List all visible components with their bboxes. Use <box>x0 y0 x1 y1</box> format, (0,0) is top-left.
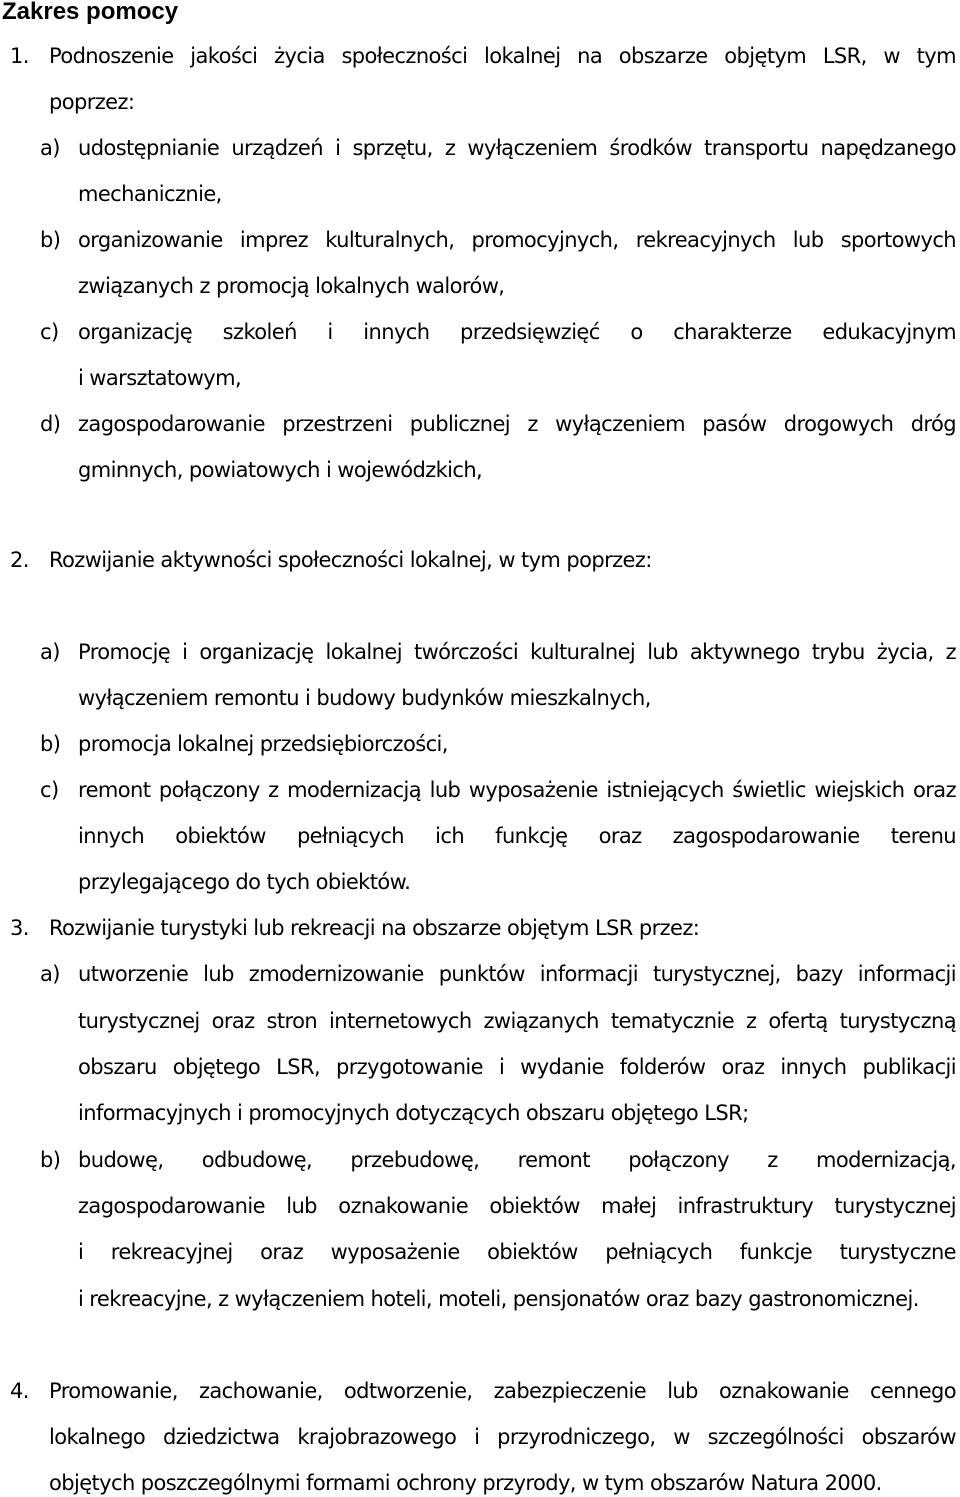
section-3-item-b-marker: b) <box>40 1148 61 1172</box>
section-3-item-a-line-4: informacyjnych i promocyjnych dotyczących obszaru objętego LSR; <box>78 1101 749 1125</box>
section-1-heading-line-1: Podnoszenie jakości życia społeczności lokalnej na obszarze objętym LSR, w tym <box>49 44 956 68</box>
section-3-item-b-line-1: budowę, odbudowę, przebudowę, remont połączony z modernizacją, <box>78 1148 956 1172</box>
page-title: Zakres pomocy <box>2 0 179 25</box>
section-1-item-c-line-2: i warsztatowym, <box>78 366 242 390</box>
section-2-number: 2. <box>10 548 29 572</box>
section-1-item-a-line-1: udostępnianie urządzeń i sprzętu, z wyłączeniem środków transportu napędzanego <box>78 136 956 160</box>
section-3-item-a-line-1: utworzenie lub zmodernizowanie punktów informacji turystycznej, bazy informacji <box>78 962 956 986</box>
section-1-number: 1. <box>10 44 29 68</box>
section-1-item-c-line-1: organizację szkoleń i innych przedsięwzięć o charakterze edukacyjnym <box>78 320 956 344</box>
section-4-line-1: Promowanie, zachowanie, odtworzenie, zabezpieczenie lub oznakowanie cennego <box>49 1379 956 1403</box>
section-2-item-c-line-2: innych obiektów pełniących ich funkcję oraz zagospodarowanie terenu <box>78 824 956 848</box>
section-3-item-a-line-2: turystycznej oraz stron internetowych związanych tematycznie z ofertą turystyczną <box>78 1009 956 1033</box>
section-1-heading-line-2: poprzez: <box>49 90 135 114</box>
section-1-item-d-marker: d) <box>40 412 61 436</box>
section-3-item-b-line-3: i rekreacyjnej oraz wyposażenie obiektów pełniących funkcje turystyczne <box>78 1240 956 1264</box>
section-1-item-a-marker: a) <box>40 136 60 160</box>
section-2-item-c-marker: c) <box>40 778 59 802</box>
section-3-heading: Rozwijanie turystyki lub rekreacji na obszarze objętym LSR przez: <box>49 916 700 940</box>
section-3-number: 3. <box>10 916 29 940</box>
section-2-item-c-line-3: przylegającego do tych obiektów. <box>78 870 411 894</box>
section-1-item-d-line-1: zagospodarowanie przestrzeni publicznej z wyłączeniem pasów drogowych dróg <box>78 412 956 436</box>
section-1-item-d-line-2: gminnych, powiatowych i wojewódzkich, <box>78 458 483 482</box>
section-2-item-a-line-1: Promocję i organizację lokalnej twórczości kulturalnej lub aktywnego trybu życia, z <box>78 640 956 664</box>
section-1-item-b-marker: b) <box>40 228 61 252</box>
section-1-item-c-marker: c) <box>40 320 59 344</box>
section-2-heading: Rozwijanie aktywności społeczności lokalnej, w tym poprzez: <box>49 548 652 572</box>
section-2-item-b-line-1: promocja lokalnej przedsiębiorczości, <box>78 732 448 756</box>
section-2-item-a-line-2: wyłączeniem remontu i budowy budynków mieszkalnych, <box>78 686 651 710</box>
section-3-item-b-line-4: i rekreacyjne, z wyłączeniem hoteli, moteli, pensjonatów oraz bazy gastronomicznej. <box>78 1287 919 1311</box>
section-4-line-3: objętych poszczególnymi formami ochrony przyrody, w tym obszarów Natura 2000. <box>49 1471 882 1495</box>
section-3-item-a-marker: a) <box>40 962 60 986</box>
section-3-item-a-line-3: obszaru objętego LSR, przygotowanie i wydanie folderów oraz innych publikacji <box>78 1055 956 1079</box>
section-1-item-a-line-2: mechanicznie, <box>78 182 222 206</box>
section-4-number: 4. <box>10 1379 29 1403</box>
section-1-item-b-line-2: związanych z promocją lokalnych walorów, <box>78 274 505 298</box>
section-2-item-b-marker: b) <box>40 732 61 756</box>
section-3-item-b-line-2: zagospodarowanie lub oznakowanie obiektów małej infrastruktury turystycznej <box>78 1194 956 1218</box>
section-2-item-c-line-1: remont połączony z modernizacją lub wyposażenie istniejących świetlic wiejskich oraz <box>78 778 956 802</box>
section-1-item-b-line-1: organizowanie imprez kulturalnych, promocyjnych, rekreacyjnych lub sportowych <box>78 228 956 252</box>
section-4-line-2: lokalnego dziedzictwa krajobrazowego i przyrodniczego, w szczególności obszarów <box>49 1425 956 1449</box>
section-2-item-a-marker: a) <box>40 640 60 664</box>
